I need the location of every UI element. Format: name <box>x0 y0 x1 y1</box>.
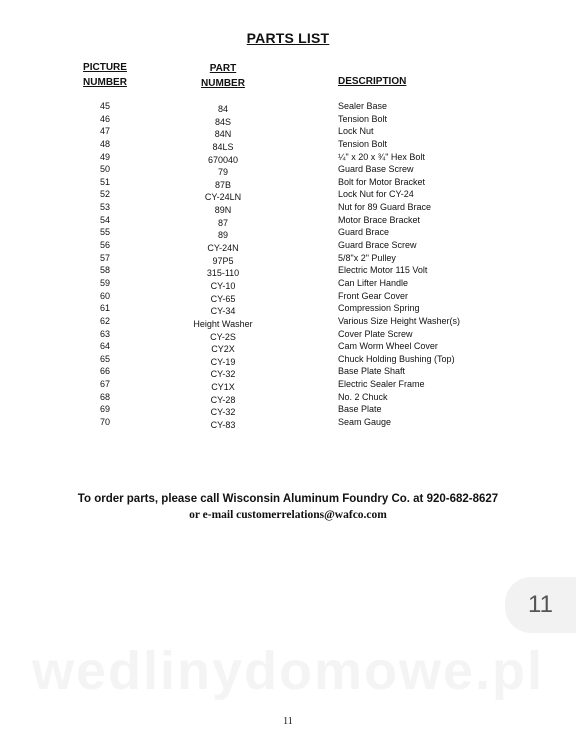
picture-number-cell: 61 <box>99 303 110 314</box>
description-cell: Motor Brace Bracket <box>338 214 421 225</box>
parts-table <box>0 100 576 429</box>
order-email-text: or e-mail customerrelations@wafco.com <box>189 509 387 521</box>
description-cell: Tension Bolt <box>338 113 388 124</box>
part-number-cell: CY-32 <box>210 407 236 418</box>
table-row <box>0 113 576 126</box>
page-number: 11 <box>283 716 293 727</box>
picture-number-cell: 58 <box>99 265 110 276</box>
picture-number-cell: 48 <box>99 138 110 149</box>
order-phone-text: To order parts, please call Wisconsin Aluminum Foundry Co. at 920-682-8627 <box>77 493 499 505</box>
table-row <box>0 403 576 416</box>
picture-header-line2: NUMBER <box>83 77 127 88</box>
part-number-cell: 89 <box>217 230 228 241</box>
picture-number-cell: 54 <box>99 214 110 225</box>
description-cell: Tension Bolt <box>338 138 388 149</box>
description-cell: Nut for 89 Guard Brace <box>338 202 432 213</box>
part-number-cell: CY-24LN <box>204 192 242 203</box>
part-number-cell: CY-28 <box>210 394 236 405</box>
part-number-cell: 84LS <box>212 141 234 152</box>
table-row <box>0 151 576 164</box>
part-number-cell: 84S <box>214 116 231 127</box>
part-number-cell: CY-83 <box>210 420 236 431</box>
picture-number-cell: 64 <box>99 341 110 352</box>
picture-number-cell: 60 <box>99 290 110 301</box>
table-row <box>0 328 576 341</box>
table-row <box>0 264 576 277</box>
picture-number-cell: 69 <box>99 404 110 415</box>
description-cell: Chuck Holding Bushing (Top) <box>338 353 455 364</box>
part-number-cell: CY-2S <box>210 331 236 342</box>
table-row <box>0 176 576 189</box>
table-row <box>0 252 576 265</box>
table-row <box>0 201 576 214</box>
table-row <box>0 340 576 353</box>
part-number-cell: CY-34 <box>210 306 236 317</box>
table-row <box>0 290 576 303</box>
picture-number-cell: 49 <box>99 151 110 162</box>
picture-number-cell: 45 <box>99 101 110 111</box>
picture-number-cell: 46 <box>99 113 110 124</box>
table-row <box>0 226 576 239</box>
description-cell: Bolt for Motor Bracket <box>338 176 426 187</box>
table-row <box>0 188 576 201</box>
description-cell: Cam Worm Wheel Cover <box>338 341 438 352</box>
part-number-cell: 84 <box>217 104 228 114</box>
description-cell: Guard Brace <box>338 227 390 238</box>
picture-number-cell: 62 <box>99 315 110 326</box>
picture-number-cell: 51 <box>99 176 110 187</box>
part-number-cell: CY-24N <box>207 243 239 254</box>
picture-number-cell: 65 <box>99 353 110 364</box>
description-cell: Lock Nut <box>338 126 374 137</box>
picture-number-cell: 52 <box>99 189 110 200</box>
table-row <box>0 302 576 315</box>
part-number-cell: 87 <box>217 217 228 228</box>
picture-number-header <box>78 60 132 90</box>
part-number-cell: CY2X <box>211 344 235 355</box>
table-row <box>0 378 576 391</box>
table-row <box>0 138 576 151</box>
description-cell: ¼" x 20 x ¾" Hex Bolt <box>338 151 425 162</box>
part-number-cell: 97P5 <box>212 255 234 266</box>
part-number-cell: 79 <box>217 167 228 178</box>
description-cell: No. 2 Chuck <box>338 391 388 402</box>
table-row <box>0 391 576 404</box>
table-row <box>0 315 576 328</box>
picture-number-cell: 55 <box>99 227 110 238</box>
part-number-cell: 87B <box>214 179 231 190</box>
table-row <box>0 100 576 113</box>
part-header-line2: NUMBER <box>201 78 245 89</box>
table-row <box>0 365 576 378</box>
picture-number-cell: 59 <box>99 277 110 288</box>
description-cell: Electric Motor 115 Volt <box>338 265 428 276</box>
table-row <box>0 239 576 252</box>
picture-header-line1: PICTURE <box>83 62 127 73</box>
description-cell: Can Lifter Handle <box>338 277 409 288</box>
picture-number-cell: 67 <box>99 379 110 390</box>
description-cell: Various Size Height Washer(s) <box>338 315 461 326</box>
page-title: PARTS LIST <box>246 30 330 46</box>
description-cell: Lock Nut for CY-24 <box>338 189 414 200</box>
description-cell: Base Plate <box>338 404 382 415</box>
table-row <box>0 214 576 227</box>
description-header: DESCRIPTION <box>338 76 407 87</box>
part-number-cell: CY-19 <box>210 356 236 367</box>
part-header-line1: PART <box>209 63 237 74</box>
description-cell: Guard Brace Screw <box>338 240 417 251</box>
picture-number-cell: 57 <box>99 252 110 263</box>
description-cell: Front Gear Cover <box>338 290 409 301</box>
picture-number-cell: 66 <box>99 366 110 377</box>
part-number-cell: 315-110 <box>206 268 240 279</box>
picture-number-cell: 70 <box>99 417 110 428</box>
description-cell: Seam Gauge <box>338 417 392 428</box>
table-row <box>0 277 576 290</box>
table-row <box>0 353 576 366</box>
description-cell: Compression Spring <box>338 303 420 314</box>
description-cell: Cover Plate Screw <box>338 328 413 339</box>
part-number-cell: 670040 <box>207 154 239 165</box>
part-number-cell: 84N <box>214 129 232 140</box>
description-cell: 5/8"x 2" Pulley <box>338 252 396 263</box>
picture-number-cell: 47 <box>99 126 110 137</box>
picture-number-cell: 56 <box>99 240 110 251</box>
picture-number-cell: 63 <box>99 328 110 339</box>
page-badge: 11 <box>505 577 576 633</box>
picture-number-cell: 68 <box>99 391 110 402</box>
table-row <box>0 163 576 176</box>
part-number-cell: CY1X <box>211 382 235 393</box>
description-cell: Base Plate Shaft <box>338 366 406 377</box>
picture-number-cell: 53 <box>99 202 110 213</box>
table-row <box>0 416 576 429</box>
table-row <box>0 125 576 138</box>
part-number-cell: Height Washer <box>193 318 253 329</box>
part-number-cell: CY-65 <box>210 293 236 304</box>
description-cell: Electric Sealer Frame <box>338 379 425 390</box>
description-cell: Guard Base Screw <box>338 164 414 175</box>
part-number-header <box>196 61 250 91</box>
part-number-cell: CY-32 <box>210 369 236 380</box>
part-number-cell: 89N <box>214 205 232 216</box>
description-cell: Sealer Base <box>338 101 388 111</box>
part-number-cell: CY-10 <box>210 280 236 291</box>
watermark: wedlinydomowe.pl <box>31 641 545 701</box>
picture-number-cell: 50 <box>99 164 110 175</box>
